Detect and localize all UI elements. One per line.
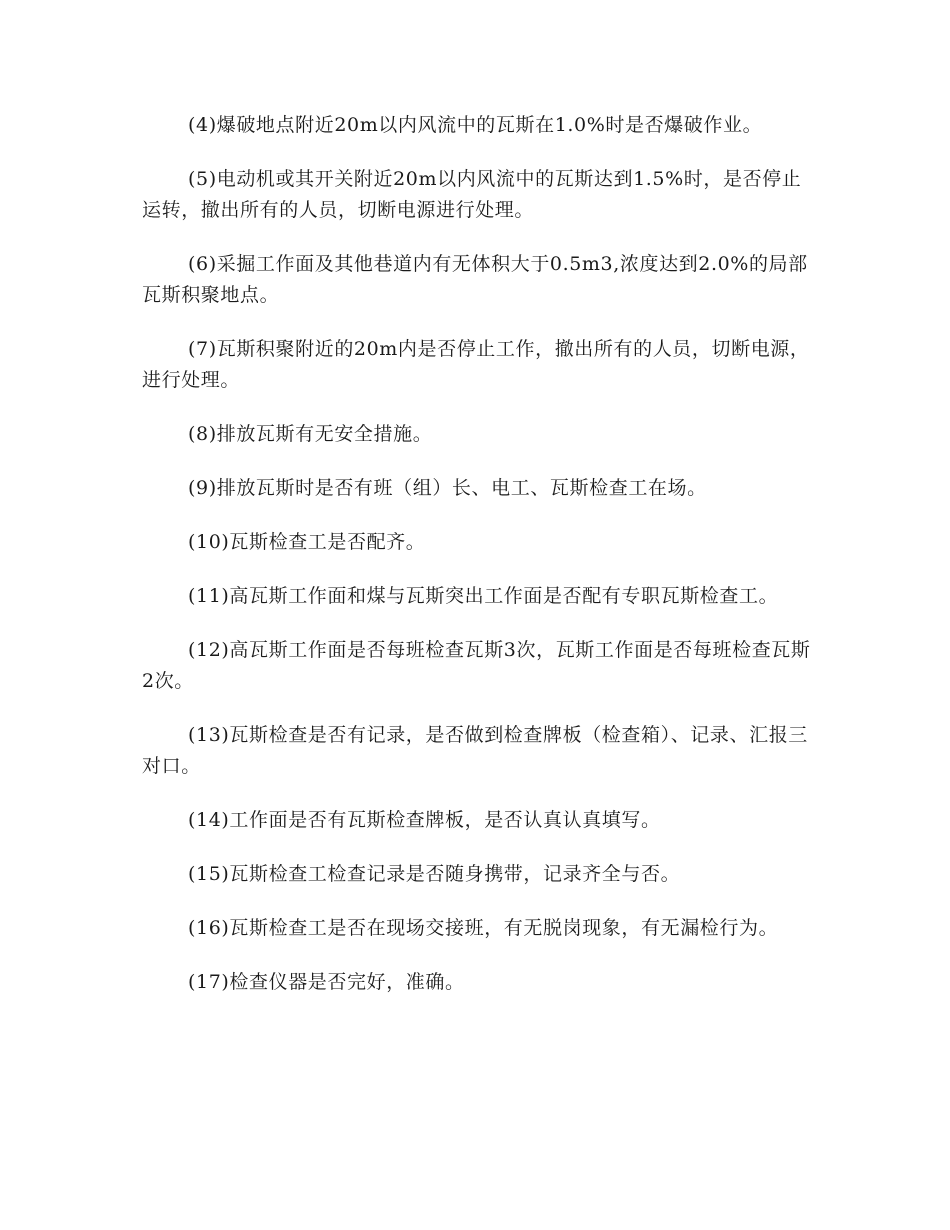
paragraph-item-6: (6)采掘工作面及其他巷道内有无体积大于0.5m3,浓度达到2.0%的局部瓦斯积聚地点。 [142,253,808,306]
paragraph-item-13: (13)瓦斯检查是否有记录，是否做到检查牌板（检查箱）、记录、汇报三对口。 [142,724,808,777]
paragraph-item-11: (11)高瓦斯工作面和煤与瓦斯突出工作面是否配有专职瓦斯检查工。 [188,585,779,607]
paragraph-item-17: (17)检查仪器是否完好，准确。 [188,971,465,993]
paragraph-item-15: (15)瓦斯检查工检查记录是否随身携带，记录齐全与否。 [188,863,681,885]
paragraph-item-12: (12)高瓦斯工作面是否每班检查瓦斯3次，瓦斯工作面是否每班检查瓦斯2次。 [142,639,811,692]
paragraph-item-16: (16)瓦斯检查工是否在现场交接班，有无脱岗现象，有无漏检行为。 [188,917,779,939]
paragraph-item-4: (4)爆破地点附近20m以内风流中的瓦斯在1.0%时是否爆破作业。 [188,114,763,136]
paragraph-item-10: (10)瓦斯检查工是否配齐。 [188,531,426,553]
paragraph-item-7: (7)瓦斯积聚附近的20m内是否停止工作，撤出所有的人员，切断电源，进行处理。 [142,338,810,391]
paragraph-item-14: (14)工作面是否有瓦斯检查牌板，是否认真认真填写。 [188,809,661,831]
paragraph-item-8: (8)排放瓦斯有无安全措施。 [188,423,433,445]
paragraph-item-5: (5)电动机或其开关附近20m以内风流中的瓦斯达到1.5%时，是否停止运转，撤出所有的人员，切断电源进行处理。 [142,168,802,221]
document-body [142,110,812,1021]
paragraph-item-9: (9)排放瓦斯时是否有班（组）长、电工、瓦斯检查工在场。 [188,477,707,499]
